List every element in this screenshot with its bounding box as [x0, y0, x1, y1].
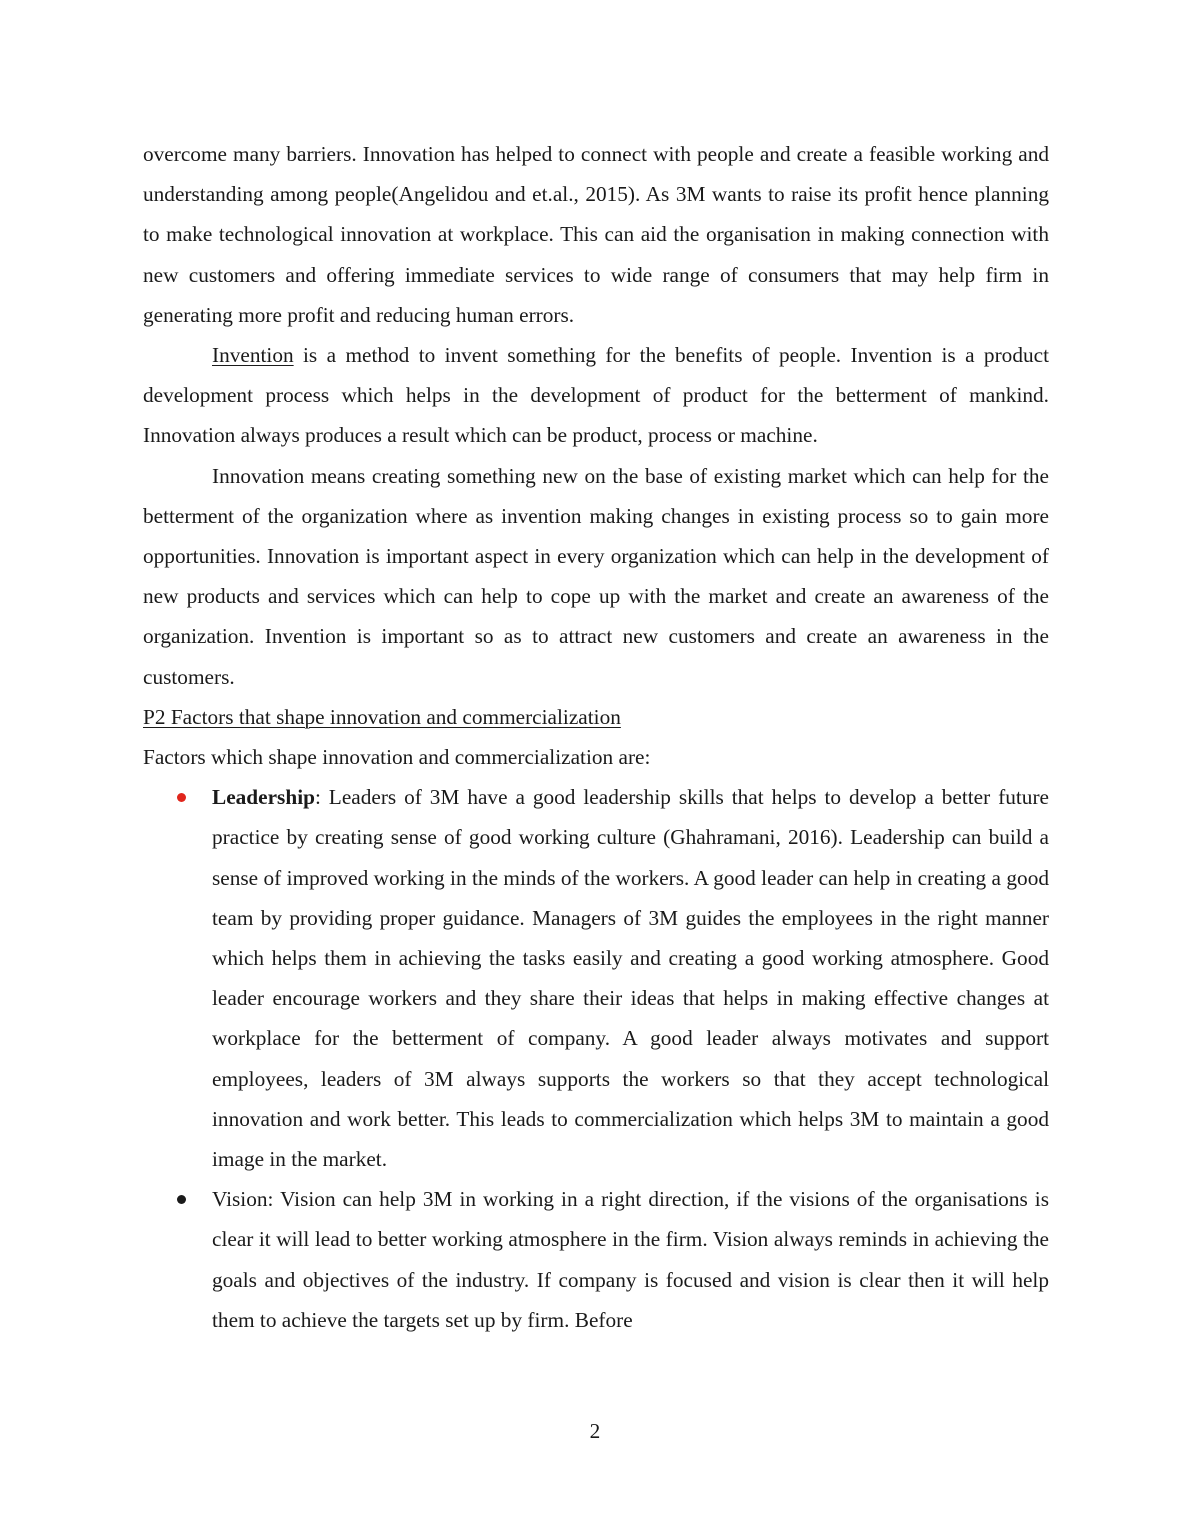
leadership-text: : Leaders of 3M have a good leadership skills that helps to develop a better future practice by creating sense of good working culture (Ghahramani, 2016). Leadership can build a sense of improved working in the minds of the workers. A good leader can help in creating a good team by providing proper guidance. Managers of 3M guides the employees in the right manner which helps them in achieving the tasks easily and creating a good working atmosphere. Good leader encourage workers and they share their ideas that helps in making effective changes at workplace for the betterment of company. A good leader always motivates and support employees, leaders of 3M always supports the workers so that they accept technological innovation and work better. This leads to commercialization which helps 3M to maintain a good image in the market. [212, 785, 1049, 1172]
bullet-icon [177, 793, 186, 802]
section-heading-p2: P2 Factors that shape innovation and commercialization [143, 704, 621, 729]
vision-text: Vision: Vision can help 3M in working in a right direction, if the visions of the organisations is clear it will lead to better working atmosphere in the firm. Vision always reminds in achieving the goals and objectives of the industry. If company is focused and vision is clear then it will help them to achieve the targets set up by firm. Before [212, 1187, 1049, 1332]
invention-definition-text: is a method to invent something for the benefits of people. Invention is a product development process which helps in the development of product for the betterment of mankind. Innovation always produces a result which can be product, process or machine. [143, 343, 1049, 448]
section-intro: Factors which shape innovation and commercialization are: [143, 745, 651, 770]
page-number: 2 [589, 1419, 601, 1443]
factors-list [143, 777, 1049, 1340]
bullet-icon [177, 1195, 186, 1204]
list-item-leadership [143, 777, 1049, 1179]
list-item-vision [143, 1179, 1049, 1340]
paragraph-innovation-barriers: overcome many barriers. Innovation has helped to connect with people and create a feasible working and understanding among people(Angelidou and et.al., 2015). As 3M wants to raise its profit hence planning to make technological innovation at workplace. This can aid the organisation in making connection with new customers and offering immediate services to wide range of consumers that may help firm in generating more profit and reducing human errors. [143, 142, 1049, 327]
paragraph-invention-definition [143, 335, 1049, 456]
paragraph-innovation-vs-invention: Innovation means creating something new on the base of existing market which can help for the betterment of the organization where as invention making changes in existing process so to gain more opportunities. Innovation is important aspect in every organization which can help in the development of new products and services which can help to cope up with the market and create an awareness of the organization. Invention is important so as to attract new customers and create an awareness in the customers. [143, 463, 1049, 689]
invention-term: Invention [212, 343, 294, 368]
document-page-body [143, 134, 1049, 1340]
leadership-term: Leadership [212, 785, 315, 810]
